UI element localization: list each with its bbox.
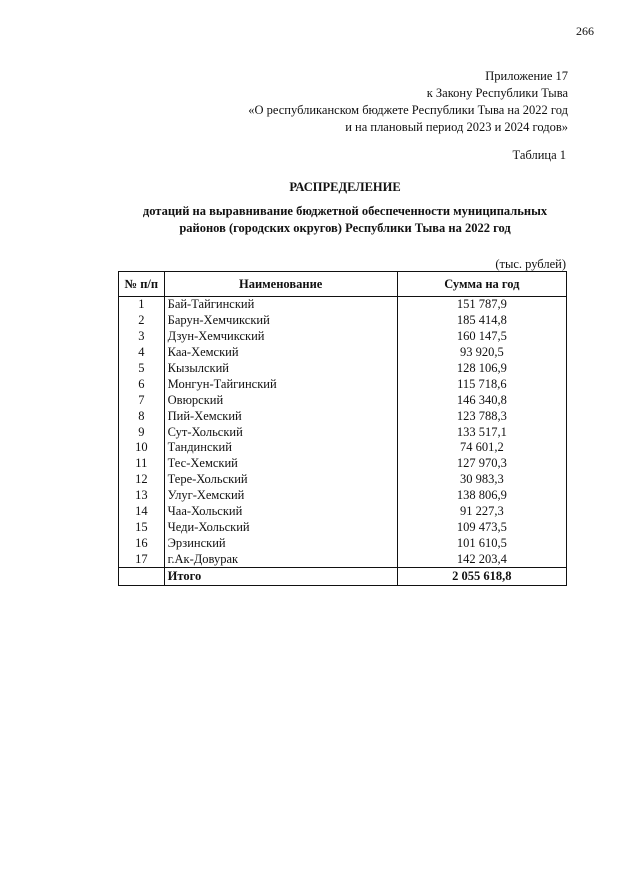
row-name: Кызылский [164, 361, 397, 377]
row-number: 10 [119, 440, 165, 456]
row-number: 1 [119, 297, 165, 313]
row-sum: 91 227,3 [397, 504, 566, 520]
total-sum: 2 055 618,8 [397, 568, 566, 586]
row-number: 15 [119, 519, 165, 535]
row-sum: 160 147,5 [397, 329, 566, 345]
table-row [119, 551, 567, 567]
total-number [119, 568, 165, 586]
table-header-row [119, 272, 567, 297]
header-name: Наименование [164, 272, 397, 297]
table-body [119, 297, 567, 586]
row-name: Овюрский [164, 392, 397, 408]
row-sum: 128 106,9 [397, 361, 566, 377]
row-name: Улуг-Хемский [164, 488, 397, 504]
table-row [119, 313, 567, 329]
row-sum: 109 473,5 [397, 519, 566, 535]
table-row [119, 440, 567, 456]
row-sum: 185 414,8 [397, 313, 566, 329]
row-sum: 127 970,3 [397, 456, 566, 472]
row-name: Барун-Хемчикский [164, 313, 397, 329]
table-row [119, 472, 567, 488]
table-row [119, 424, 567, 440]
row-sum: 138 806,9 [397, 488, 566, 504]
row-number: 6 [119, 376, 165, 392]
row-sum: 93 920,5 [397, 345, 566, 361]
table-row [119, 504, 567, 520]
row-number: 16 [119, 535, 165, 551]
row-sum: 123 788,3 [397, 408, 566, 424]
row-name: Тере-Хольский [164, 472, 397, 488]
table-row [119, 408, 567, 424]
row-name: г.Ак-Довурак [164, 551, 397, 567]
row-number: 3 [119, 329, 165, 345]
row-name: Монгун-Тайгинский [164, 376, 397, 392]
appendix-block [148, 68, 568, 136]
row-name: Дзун-Хемчикский [164, 329, 397, 345]
row-sum: 151 787,9 [397, 297, 566, 313]
document-heading: РАСПРЕДЕЛЕНИЕ [289, 180, 401, 194]
document-subheading [0, 203, 640, 237]
table-row [119, 361, 567, 377]
table-row [119, 456, 567, 472]
table-label: Таблица 1 [512, 148, 566, 162]
table-row [119, 297, 567, 313]
table-row [119, 519, 567, 535]
appendix-line: «О республиканском бюджете Республики Тыва на 2022 год [248, 103, 568, 117]
row-sum: 133 517,1 [397, 424, 566, 440]
row-name: Каа-Хемский [164, 345, 397, 361]
table-row [119, 376, 567, 392]
row-name: Чаа-Хольский [164, 504, 397, 520]
row-number: 11 [119, 456, 165, 472]
table-row [119, 345, 567, 361]
subheading-line: дотаций на выравнивание бюджетной обеспеченности муниципальных [142, 204, 548, 218]
row-number: 7 [119, 392, 165, 408]
distribution-table [118, 271, 567, 586]
table-row [119, 329, 567, 345]
row-number: 5 [119, 361, 165, 377]
row-number: 8 [119, 408, 165, 424]
row-number: 14 [119, 504, 165, 520]
table-row [119, 392, 567, 408]
row-name: Эрзинский [164, 535, 397, 551]
subheading-line: районов (городских округов) Республики Тыва на 2022 год [179, 221, 511, 235]
table-row [119, 535, 567, 551]
row-name: Бай-Тайгинский [164, 297, 397, 313]
row-number: 17 [119, 551, 165, 567]
total-label: Итого [164, 568, 397, 586]
row-sum: 101 610,5 [397, 535, 566, 551]
total-row [119, 568, 567, 586]
header-sum: Сумма на год [397, 272, 566, 297]
row-sum: 74 601,2 [397, 440, 566, 456]
row-name: Тес-Хемский [164, 456, 397, 472]
appendix-line: и на плановый период 2023 и 2024 годов» [345, 120, 568, 134]
row-number: 2 [119, 313, 165, 329]
row-sum: 142 203,4 [397, 551, 566, 567]
row-sum: 115 718,6 [397, 376, 566, 392]
row-name: Пий-Хемский [164, 408, 397, 424]
appendix-line: Приложение 17 [485, 69, 568, 83]
row-sum: 30 983,3 [397, 472, 566, 488]
page-number: 266 [576, 24, 594, 38]
row-name: Тандинский [164, 440, 397, 456]
row-name: Сут-Хольский [164, 424, 397, 440]
row-number: 13 [119, 488, 165, 504]
row-number: 12 [119, 472, 165, 488]
row-sum: 146 340,8 [397, 392, 566, 408]
row-name: Чеди-Хольский [164, 519, 397, 535]
units-note: (тыс. рублей) [495, 257, 566, 271]
row-number: 4 [119, 345, 165, 361]
table-row [119, 488, 567, 504]
appendix-line: к Закону Республики Тыва [426, 86, 568, 100]
row-number: 9 [119, 424, 165, 440]
header-number: № п/п [119, 272, 165, 297]
